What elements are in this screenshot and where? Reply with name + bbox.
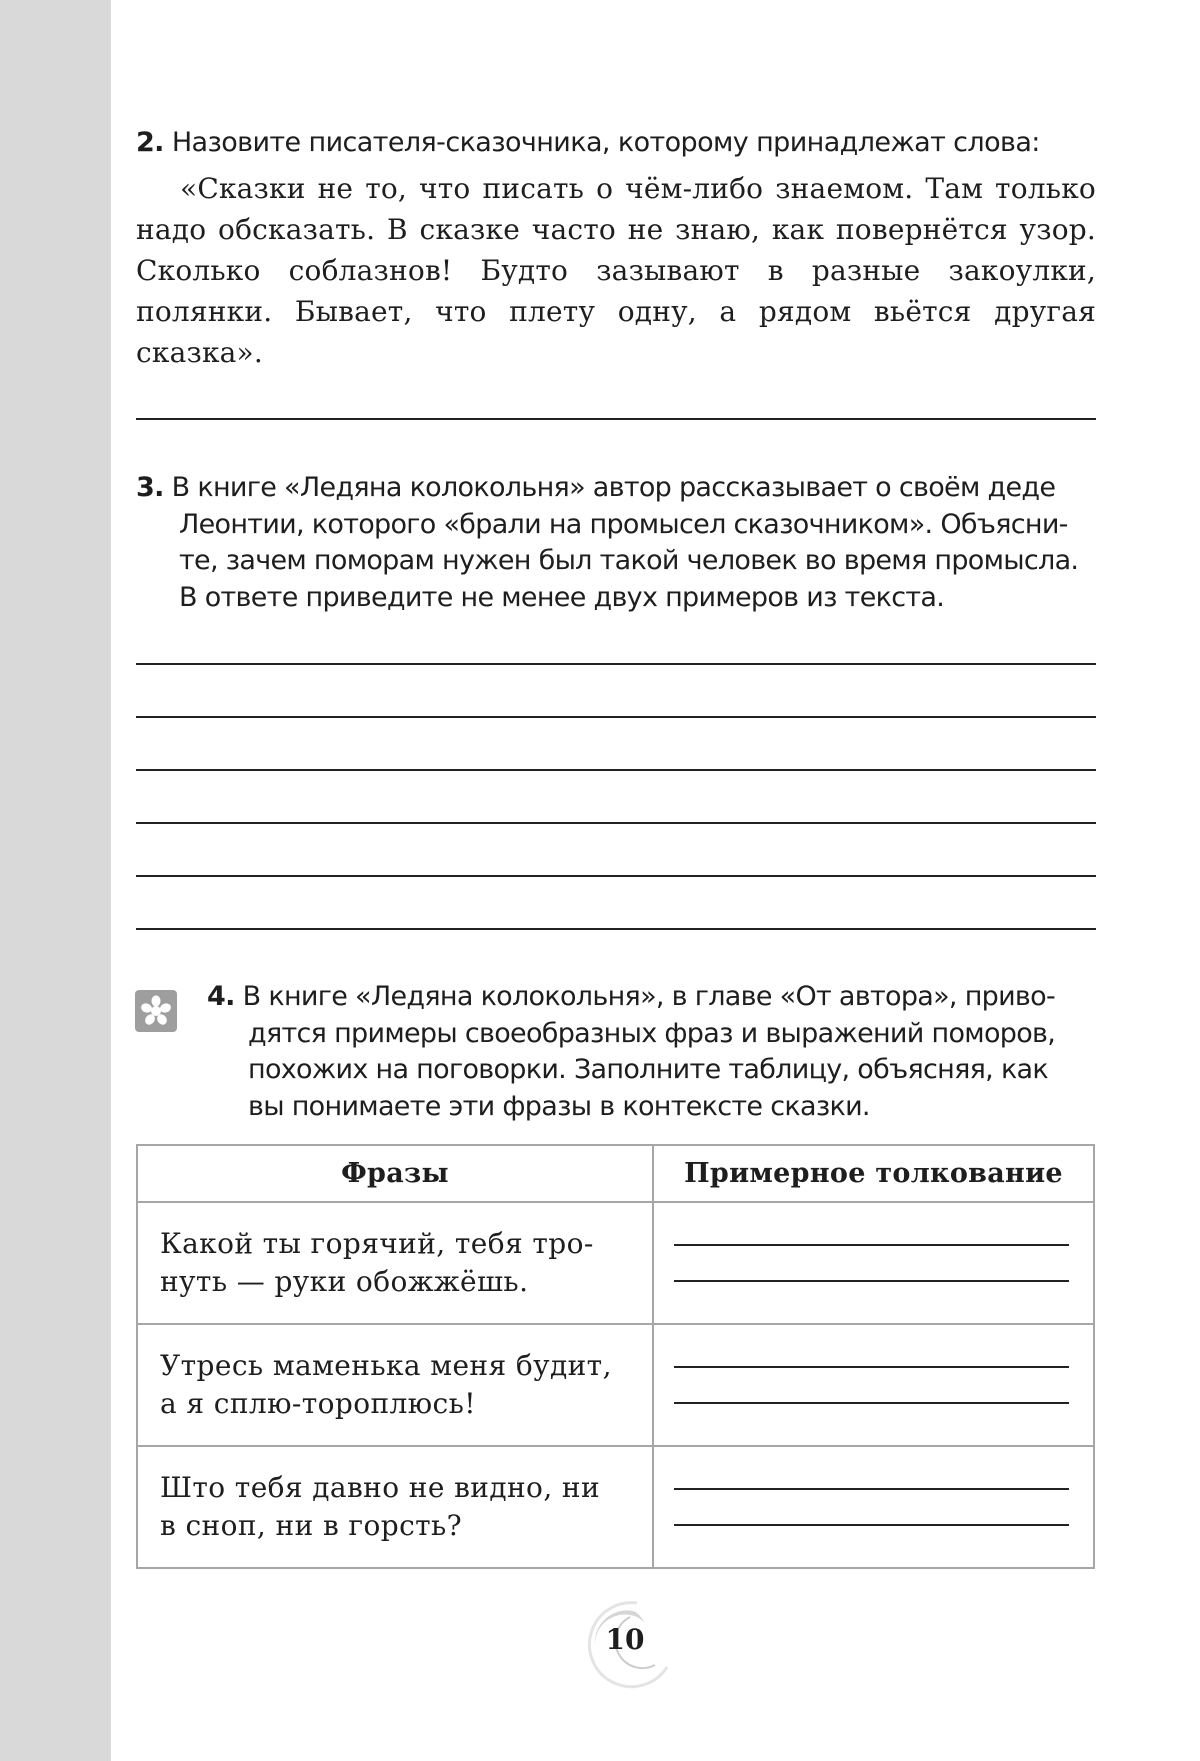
- question-3-number: 3.: [136, 472, 164, 503]
- phrase-cell: [137, 1202, 653, 1324]
- answer-line[interactable]: [674, 1366, 1069, 1368]
- phrase-line: в сноп, ни в горсть?: [160, 1509, 463, 1542]
- interpretation-cell[interactable]: [653, 1446, 1094, 1568]
- answer-line[interactable]: [674, 1524, 1069, 1526]
- answer-line[interactable]: [674, 1280, 1069, 1282]
- phrases-table: [136, 1144, 1095, 1569]
- page-number: [575, 1595, 675, 1695]
- question-3-line-2: Леонтии, которого «брали на промысел сказочником». Объясни-: [179, 508, 1068, 540]
- flower-icon: [135, 990, 177, 1032]
- question-3-block: [136, 470, 1096, 616]
- phrase-cell: [137, 1324, 653, 1446]
- table-row: [137, 1324, 1094, 1446]
- phrase-cell: [137, 1446, 653, 1568]
- question-4-block: [207, 979, 1096, 1125]
- table-row: [137, 1446, 1094, 1568]
- question-3-answer-line[interactable]: [136, 928, 1096, 930]
- question-3-answer-line[interactable]: [136, 875, 1096, 877]
- column-header-phrases: Фразы: [137, 1145, 653, 1202]
- phrase-line: Какой ты горячий, тебя тро-: [160, 1227, 594, 1260]
- question-4-line-3: похожих на поговорки. Заполните таблицу, объясняя, как: [248, 1054, 1049, 1085]
- question-3-line-4: В ответе приведите не менее двух примеров из текста.: [179, 581, 945, 613]
- question-2-answer-line[interactable]: [136, 418, 1096, 420]
- question-3-line-3: те, зачем поморам нужен был такой человек во время промысла.: [179, 545, 1079, 576]
- question-4-line-1: В книге «Ледяна колокольня», в главе «От автора», приво-: [242, 981, 1056, 1012]
- quote-text: «Сказки не то, что писать о чём-либо знаемом. Там только надо обсказать. В сказке часто не знаю, как повернётся узор. Сколько соблазнов! Будто зазывают в разные закоулки, полянки. Бывает, что плету одну, а рядом вьётся другая сказка».: [136, 172, 1096, 369]
- question-2-prompt: Назовите писателя-сказочника, которому принадлежат слова:: [171, 127, 1040, 158]
- interpretation-cell[interactable]: [653, 1324, 1094, 1446]
- phrase-line: Што тебя давно не видно, ни: [160, 1471, 601, 1504]
- column-header-interpretation: Примерное толкование: [653, 1145, 1094, 1202]
- phrase-line: Утресь маменька меня будит,: [160, 1349, 612, 1382]
- answer-line[interactable]: [674, 1244, 1069, 1246]
- phrase-line: нуть — руки обожжёшь.: [160, 1265, 529, 1298]
- answer-line[interactable]: [674, 1488, 1069, 1490]
- question-3-answer-line[interactable]: [136, 822, 1096, 824]
- page-number-text: 10: [605, 1623, 645, 1656]
- question-4-line-4: вы понимаете эти фразы в контексте сказки.: [248, 1090, 870, 1122]
- question-4-line-2: дятся примеры своеобразных фраз и выражений поморов,: [248, 1017, 1056, 1049]
- page-margin-sidebar: [0, 0, 111, 1761]
- interpretation-cell[interactable]: [653, 1202, 1094, 1324]
- table-header-row: [137, 1145, 1094, 1202]
- question-3-line-1: В книге «Ледяна колокольня» автор рассказывает о своём деде: [171, 472, 1056, 503]
- question-2-number: 2.: [136, 127, 164, 158]
- question-2-quote: [136, 168, 1096, 373]
- question-3-answer-line[interactable]: [136, 716, 1096, 718]
- phrase-line: а я сплю-тороплюсь!: [160, 1387, 476, 1420]
- question-3-answer-line[interactable]: [136, 769, 1096, 771]
- question-2-heading: [136, 125, 1040, 161]
- question-4-number: 4.: [207, 981, 235, 1012]
- table-row: [137, 1202, 1094, 1324]
- question-3-answer-line[interactable]: [136, 663, 1096, 665]
- answer-line[interactable]: [674, 1402, 1069, 1404]
